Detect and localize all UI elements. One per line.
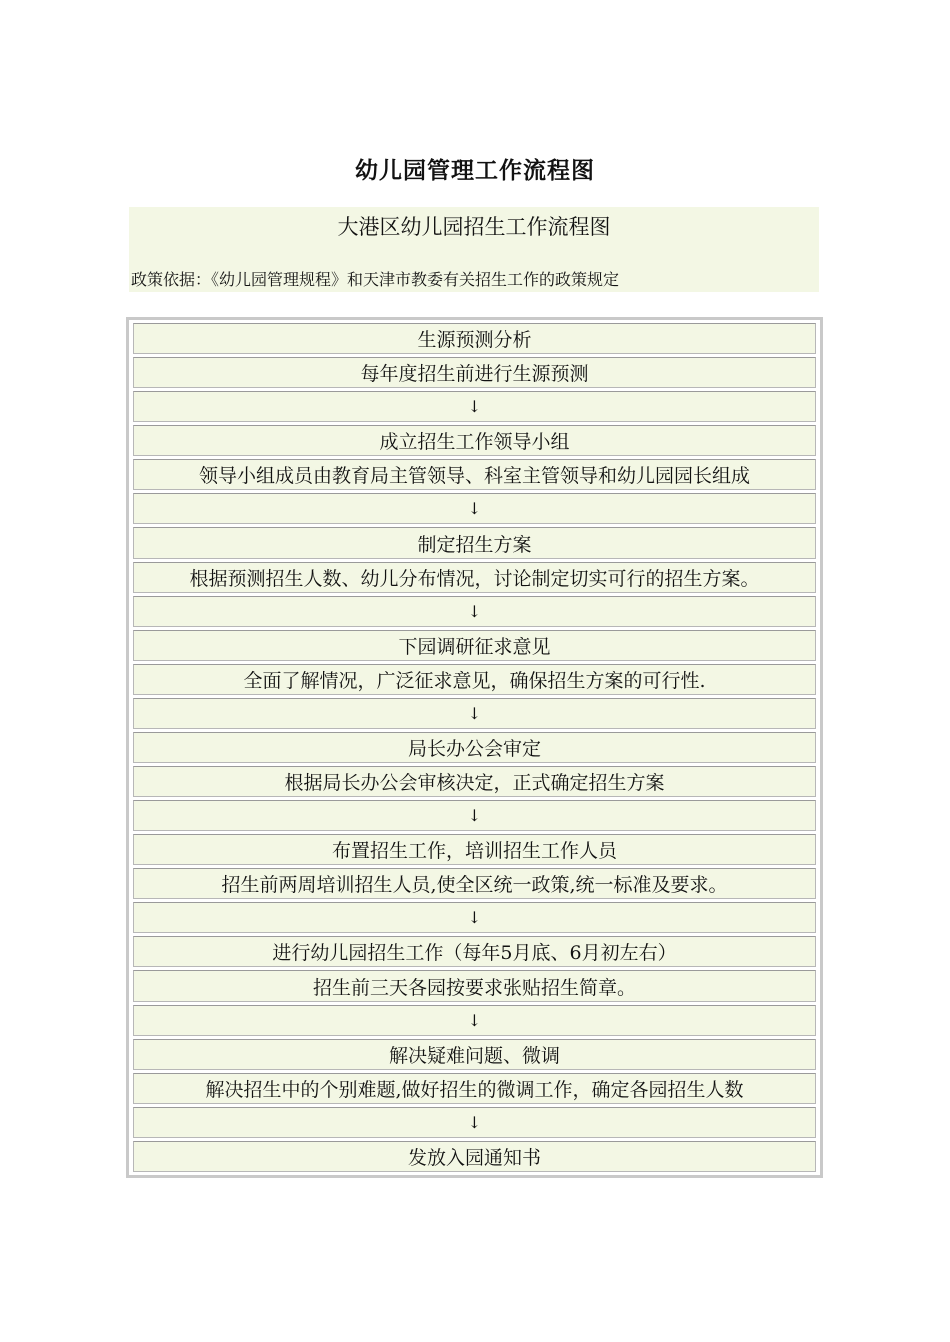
flow-detail: 领导小组成员由教育局主管领导、科室主管领导和幼儿园园长组成	[133, 459, 816, 490]
flow-arrow: ↓	[133, 698, 816, 729]
flow-arrow: ↓	[133, 902, 816, 933]
flow-detail: 根据预测招生人数、幼儿分布情况，讨论制定切实可行的招生方案。	[133, 562, 816, 593]
flow-step: 解决疑难问题、微调	[133, 1039, 816, 1070]
flow-table	[126, 317, 823, 1178]
flow-detail: 招生前两周培训招生人员,使全区统一政策,统一标准及要求。	[133, 868, 816, 899]
flowchart-subtitle: 大港区幼儿园招生工作流程图	[337, 215, 611, 239]
flow-detail: 解决招生中的个别难题,做好招生的微调工作，确定各园招生人数	[133, 1073, 816, 1104]
flow-detail: 全面了解情况，广泛征求意见，确保招生方案的可行性.	[133, 664, 816, 695]
flow-step: 局长办公会审定	[133, 732, 816, 763]
flowchart-header	[129, 207, 819, 292]
flow-rows	[133, 323, 816, 1172]
flow-arrow: ↓	[133, 493, 816, 524]
flow-step: 生源预测分析	[133, 323, 816, 354]
flow-arrow: ↓	[133, 800, 816, 831]
flow-step: 制定招生方案	[133, 527, 816, 558]
flow-step: 布置招生工作，培训招生工作人员	[133, 834, 816, 865]
flow-step: 进行幼儿园招生工作（每年5月底、6月初左右）	[133, 936, 816, 967]
document-title: 幼儿园管理工作流程图	[355, 157, 595, 184]
flow-detail: 根据局长办公会审核决定，正式确定招生方案	[133, 766, 816, 797]
flow-detail: 招生前三天各园按要求张贴招生简章。	[133, 970, 816, 1001]
policy-basis: 政策依据：《幼儿园管理规程》和天津市教委有关招生工作的政策规定	[131, 270, 620, 289]
flow-step: 成立招生工作领导小组	[133, 425, 816, 456]
flow-arrow: ↓	[133, 391, 816, 422]
flow-step: 下园调研征求意见	[133, 630, 816, 661]
flow-arrow: ↓	[133, 596, 816, 627]
flow-detail: 每年度招生前进行生源预测	[133, 357, 816, 388]
flow-arrow: ↓	[133, 1107, 816, 1138]
flow-arrow: ↓	[133, 1005, 816, 1036]
flow-step: 发放入园通知书	[133, 1141, 816, 1172]
